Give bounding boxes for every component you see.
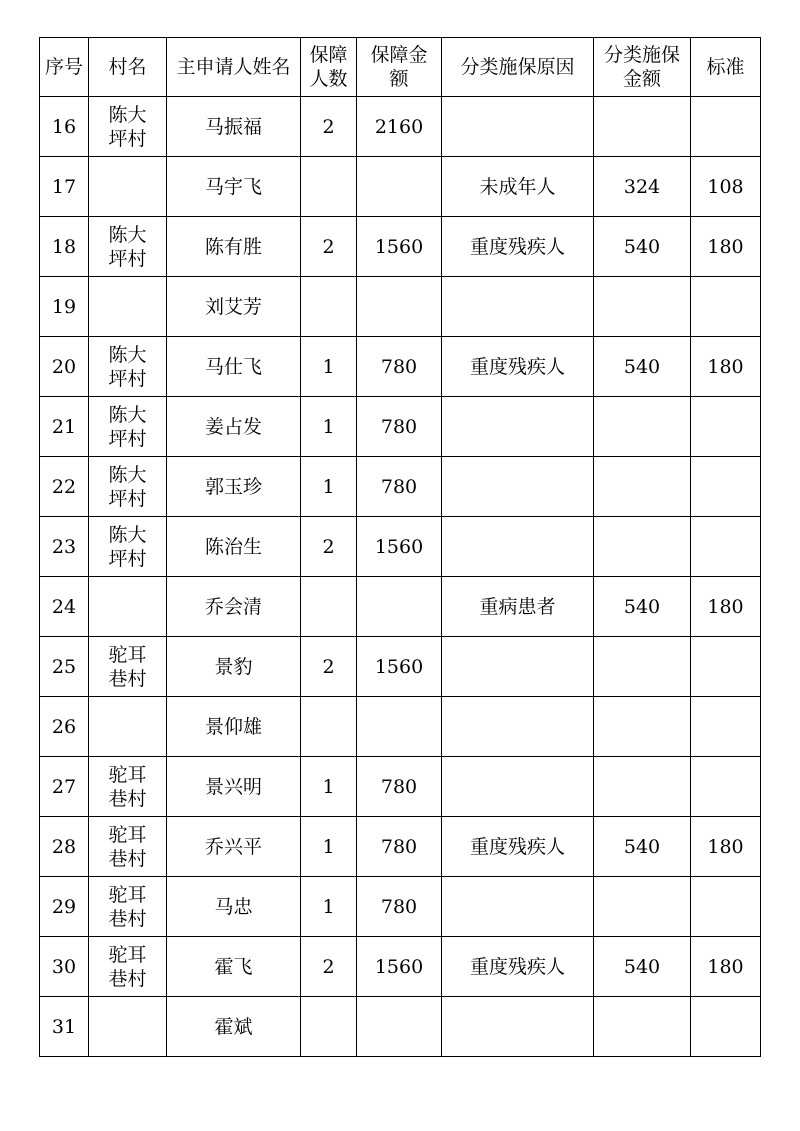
cell-standard [691,277,761,337]
cell-standard: 180 [691,577,761,637]
cell-benefit-amount: 780 [357,817,442,877]
cell-classification-reason [442,97,594,157]
cell-classification-amount [594,397,691,457]
header-row [40,38,761,97]
cell-standard [691,697,761,757]
cell-classification-reason: 重度残疾人 [442,817,594,877]
table-row [40,697,761,757]
header-covered-persons: 保障人数 [301,38,357,97]
cell-covered-persons: 1 [301,397,357,457]
cell-village-name: 陈大坪村 [89,217,167,277]
cell-covered-persons: 2 [301,937,357,997]
cell-applicant-name: 陈治生 [167,517,301,577]
cell-classification-reason [442,277,594,337]
cell-benefit-amount: 780 [357,757,442,817]
table-row [40,937,761,997]
cell-benefit-amount [357,997,442,1057]
cell-classification-reason: 重度残疾人 [442,337,594,397]
table-row [40,457,761,517]
table-row [40,757,761,817]
cell-covered-persons: 1 [301,457,357,517]
cell-applicant-name: 景仰雄 [167,697,301,757]
cell-classification-amount [594,997,691,1057]
cell-covered-persons: 1 [301,337,357,397]
cell-classification-amount: 540 [594,937,691,997]
cell-village-name: 驼耳巷村 [89,637,167,697]
cell-serial-number: 23 [40,517,89,577]
cell-classification-reason [442,397,594,457]
cell-serial-number: 26 [40,697,89,757]
table-row [40,97,761,157]
cell-classification-reason: 重病患者 [442,577,594,637]
cell-village-name: 驼耳巷村 [89,877,167,937]
cell-covered-persons [301,577,357,637]
cell-applicant-name: 姜占发 [167,397,301,457]
cell-classification-reason: 重度残疾人 [442,217,594,277]
cell-applicant-name: 马振福 [167,97,301,157]
cell-applicant-name: 霍斌 [167,997,301,1057]
cell-classification-amount: 540 [594,337,691,397]
header-classification-reason: 分类施保原因 [442,38,594,97]
cell-classification-reason: 重度残疾人 [442,937,594,997]
cell-classification-reason: 未成年人 [442,157,594,217]
cell-standard [691,877,761,937]
table-row [40,217,761,277]
cell-standard [691,97,761,157]
cell-standard [691,397,761,457]
cell-classification-amount [594,877,691,937]
cell-applicant-name: 马宇飞 [167,157,301,217]
cell-village-name [89,697,167,757]
header-benefit-amount: 保障金额 [357,38,442,97]
cell-applicant-name: 刘艾芳 [167,277,301,337]
cell-classification-reason [442,637,594,697]
header-classification-amount: 分类施保金额 [594,38,691,97]
cell-standard: 180 [691,937,761,997]
table-row [40,397,761,457]
cell-classification-reason [442,697,594,757]
header-serial-number: 序号 [40,38,89,97]
cell-benefit-amount [357,157,442,217]
cell-benefit-amount: 780 [357,397,442,457]
cell-serial-number: 24 [40,577,89,637]
cell-village-name [89,577,167,637]
cell-standard: 108 [691,157,761,217]
cell-benefit-amount: 780 [357,457,442,517]
table-row [40,817,761,877]
cell-classification-amount [594,637,691,697]
cell-classification-amount: 540 [594,217,691,277]
cell-benefit-amount: 780 [357,877,442,937]
cell-benefit-amount: 1560 [357,217,442,277]
cell-covered-persons: 2 [301,517,357,577]
cell-applicant-name: 郭玉珍 [167,457,301,517]
table-row [40,277,761,337]
cell-covered-persons: 1 [301,877,357,937]
cell-classification-reason [442,757,594,817]
cell-classification-amount [594,97,691,157]
cell-serial-number: 20 [40,337,89,397]
table-row [40,637,761,697]
table-row [40,997,761,1057]
assistance-table [39,37,761,1057]
cell-benefit-amount [357,577,442,637]
cell-serial-number: 17 [40,157,89,217]
cell-classification-amount: 324 [594,157,691,217]
cell-village-name: 驼耳巷村 [89,937,167,997]
table-row [40,157,761,217]
cell-applicant-name: 乔兴平 [167,817,301,877]
cell-village-name: 陈大坪村 [89,97,167,157]
cell-serial-number: 21 [40,397,89,457]
cell-village-name: 驼耳巷村 [89,757,167,817]
cell-standard: 180 [691,337,761,397]
cell-benefit-amount: 1560 [357,937,442,997]
cell-applicant-name: 马仕飞 [167,337,301,397]
cell-village-name: 陈大坪村 [89,517,167,577]
cell-classification-reason [442,457,594,517]
cell-serial-number: 18 [40,217,89,277]
cell-applicant-name: 乔会清 [167,577,301,637]
cell-covered-persons: 1 [301,757,357,817]
cell-classification-amount [594,457,691,517]
cell-benefit-amount [357,277,442,337]
cell-village-name: 陈大坪村 [89,457,167,517]
cell-benefit-amount: 1560 [357,637,442,697]
header-standard: 标准 [691,38,761,97]
cell-applicant-name: 景豹 [167,637,301,697]
cell-standard [691,997,761,1057]
table-row [40,517,761,577]
table-row [40,877,761,937]
cell-village-name [89,157,167,217]
cell-covered-persons [301,277,357,337]
cell-serial-number: 16 [40,97,89,157]
cell-applicant-name: 霍飞 [167,937,301,997]
cell-classification-amount [594,277,691,337]
cell-benefit-amount: 1560 [357,517,442,577]
table-body [40,97,761,1057]
cell-village-name [89,277,167,337]
cell-village-name: 驼耳巷村 [89,817,167,877]
cell-benefit-amount: 2160 [357,97,442,157]
cell-serial-number: 25 [40,637,89,697]
cell-village-name: 陈大坪村 [89,397,167,457]
cell-classification-reason [442,517,594,577]
cell-applicant-name: 马忠 [167,877,301,937]
cell-standard [691,637,761,697]
cell-classification-amount [594,757,691,817]
header-village-name: 村名 [89,38,167,97]
cell-classification-amount: 540 [594,577,691,637]
cell-applicant-name: 景兴明 [167,757,301,817]
cell-serial-number: 30 [40,937,89,997]
cell-covered-persons [301,997,357,1057]
cell-village-name: 陈大坪村 [89,337,167,397]
cell-classification-reason [442,997,594,1057]
cell-benefit-amount [357,697,442,757]
cell-classification-reason [442,877,594,937]
cell-covered-persons: 2 [301,217,357,277]
cell-covered-persons: 1 [301,817,357,877]
cell-classification-amount [594,517,691,577]
cell-covered-persons [301,697,357,757]
cell-standard [691,757,761,817]
cell-classification-amount: 540 [594,817,691,877]
table-row [40,577,761,637]
cell-covered-persons [301,157,357,217]
header-applicant-name: 主申请人姓名 [167,38,301,97]
table-row [40,337,761,397]
cell-applicant-name: 陈有胜 [167,217,301,277]
cell-benefit-amount: 780 [357,337,442,397]
cell-village-name [89,997,167,1057]
cell-serial-number: 28 [40,817,89,877]
cell-serial-number: 29 [40,877,89,937]
cell-classification-amount [594,697,691,757]
cell-standard [691,517,761,577]
cell-serial-number: 31 [40,997,89,1057]
cell-covered-persons: 2 [301,637,357,697]
cell-standard: 180 [691,217,761,277]
cell-standard: 180 [691,817,761,877]
cell-serial-number: 19 [40,277,89,337]
cell-standard [691,457,761,517]
cell-covered-persons: 2 [301,97,357,157]
cell-serial-number: 22 [40,457,89,517]
cell-serial-number: 27 [40,757,89,817]
